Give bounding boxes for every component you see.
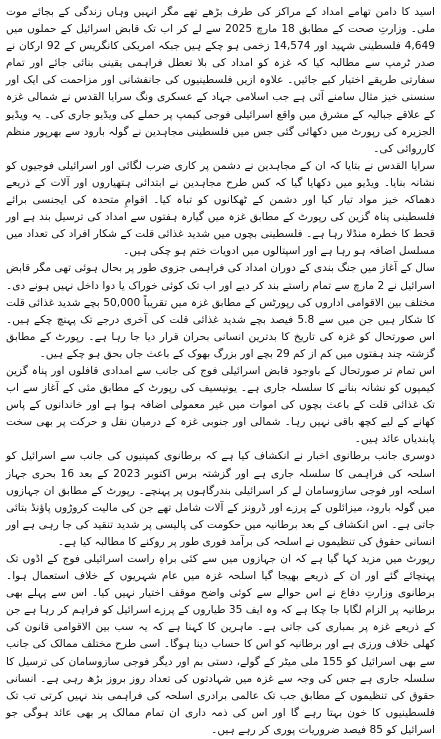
paragraph-5: دوسری جانب برطانوی اخبار نے انکشاف کیا ہے کہ برطانوی کمپنیوں کی جانب سے اسرائیل کو اسلحہ کی فراہمی کا سلسلہ جاری ہے اور گزشتہ برس اکتوبر 2023 کے بعد 16 بحری جہاز اسلحہ اور فوجی سازوسامان لے کر اسرائیلی بندرگاہوں پر پہنچے۔ رپورٹ کے مطابق ان جہازوں میں گولہ بارود، میزائلوں کے پرزے اور ڈرونز کے آلات شامل تھے جن کی مالیت کروڑوں پاؤنڈ بتائی جاتی ہے۔ اس انکشاف کے بعد برطانیہ میں حکومت کی پالیسی پر شدید تنقید کی جا رہی ہے اور انسانی حقوق کی تنظیموں نے اسلحہ کی برآمد فوری طور پر روکنے کا مطالبہ کیا ہے۔ (6, 450, 435, 548)
article-body (6, 4, 435, 739)
paragraph-4: اس تمام تر صورتحال کے باوجود قابض اسرائیلی فوج کی جانب سے امدادی قافلوں اور پناہ گزین کیمپوں کو نشانہ بنانے کا سلسلہ جاری ہے۔ یونیسیف کی رپورٹ کے مطابق مئی کے آغاز سے اب تک غذائی قلت کے باعث بچوں کی اموات میں غیر معمولی اضافہ ہوا ہے اور خاندانوں کے پاس کھانے کے لیے کچھ باقی نہیں رہا۔ شمالی اور جنوبی غزہ کے درمیان نقل و حرکت پر بھی سخت پابندیاں عائد ہیں۔ (6, 364, 435, 446)
paragraph-1: اسید کا دامن تھامے امداد کے مراکز کی طرف بڑھے تھے مگر انہیں وہاں زندگی کے بجائے موت ملی۔ وزارتِ صحت کے مطابق 18 مارچ 2025 سے لے کر اب تک قابض اسرائیل کے حملوں میں 4,649 فلسطینی شہید اور 14,574 زخمی ہو چکے ہیں جبکہ امریکی کانگریس کے 92 ارکان نے صدر ٹرمپ سے مطالبہ کیا کہ غزہ کو امداد کی بلا تعطل فراہمی یقینی بنائی جائے اور تمام سفارتی طریقے اختیار کیے جائیں۔ علاوہ ازیں فلسطینیوں کی جانفشانی اور مزاحمت کی ایک اور سنسنی خیز مثال سامنے آئی ہے جب اسلامی جہاد کے عسکری ونگ سرایا القدس نے شمالی غزہ کے علاقے جبالیہ کے مشرق میں واقع اسرائیلی فوجی کیمپ پر حملے کی ویڈیو جاری کی۔ یہ ویڈیو الجزیرہ کی رپورٹ میں دکھائی گئی جس میں فلسطینی مجاہدین نے گولہ بارود سے بھرپور منظم کارروائی کی۔ (6, 6, 436, 155)
paragraph-3: سال کے آغاز میں جنگ بندی کے دوران امداد کی فراہمی جزوی طور پر بحال ہوئی تھی مگر قابض اسرائیل نے 2 مارچ سے تمام راستے بند کر دیے اور اب تک کوئی خوراک یا دوا داخل نہیں ہونے دی۔ مختلف بین الاقوامی اداروں کی رپورٹس کے مطابق غزہ میں تقریباً 50,000 بچے شدید غذائی قلت کا شکار ہیں جن میں سے 5.8 فیصد بچے شدید غذائی قلت کی آخری درجے تک پہنچ چکے ہیں۔ اس صورتحال کو غزہ کی تاریخ کا بدترین انسانی بحران قرار دیا جا رہا ہے۔ رپورٹ کے مطابق گزشتہ چند ہفتوں میں کم از کم 29 بچے اور بزرگ بھوک کے باعث جاں بحق ہو چکے ہیں۔ (6, 262, 435, 360)
paragraph-6: رپورٹ میں مزید کہا گیا ہے کہ ان جہازوں میں سے کئی براہِ راست اسرائیلی فوج کے اڈوں تک پہنچائے گئے اور ان کے ذریعے بھیجا گیا اسلحہ غزہ میں عام شہریوں کے خلاف استعمال ہوا۔ برطانوی وزارتِ دفاع نے اس حوالے سے کوئی واضح موقف اختیار نہیں کیا۔ اس سے پہلے بھی برطانیہ پر الزام لگایا جا چکا ہے کہ وہ ایف 35 طیاروں کے پرزے اسرائیل کو فراہم کر رہا ہے جن کے ذریعے غزہ پر بمباری کی جاتی ہے۔ ماہرین کا کہنا ہے کہ یہ سب بین الاقوامی قانون کی کھلی خلاف ورزی ہے اور برطانیہ کو اس کا حساب دینا ہوگا۔ اسی طرح مختلف ممالک کی جانب سے بھی اسرائیل کو 155 ملی میٹر کے گولے، دستی بم اور دیگر فوجی سازوسامان کی ترسیل کا سلسلہ جاری ہے جس کی وجہ سے غزہ میں شہادتوں کی تعداد روز بروز بڑھ رہی ہے۔ انسانی حقوق کی تنظیموں کے مطابق جب تک عالمی برادری اسلحہ کی فراہمی بند نہیں کرتی تب تک فلسطینیوں کا خون بہتا رہے گا اور اس کی ذمہ داری ان تمام ممالک پر بھی عائد ہوگی جو اسرائیل کو 85 فیصد ضروریات پوری کر رہے ہیں۔ (6, 553, 436, 736)
paragraph-2: سرایا القدس نے بتایا کہ ان کے مجاہدین نے دشمن پر کاری ضرب لگائی اور اسرائیلی فوجیوں کو نشانہ بنایا۔ ویڈیو میں دکھایا گیا کہ کس طرح مجاہدین نے ابتدائی ہتھیاروں اور آلات کے ذریعے دھماکہ خیز مواد تیار کیا اور دشمن کے ٹھکانوں کو تباہ کیا۔ اقوامِ متحدہ کی ایجنسی برائے فلسطینی پناہ گزین کی رپورٹ کے مطابق غزہ میں گیارہ ہفتوں سے امداد کی ترسیل بند ہے اور قحط کا خطرہ منڈلا رہا ہے۔ فلسطینی بچوں میں شدید غذائی قلت کے شکار افراد کی تعداد میں مسلسل اضافہ ہو رہا ہے اور اسپتالوں میں ادویات ختم ہو چکی ہیں۔ (6, 159, 435, 258)
